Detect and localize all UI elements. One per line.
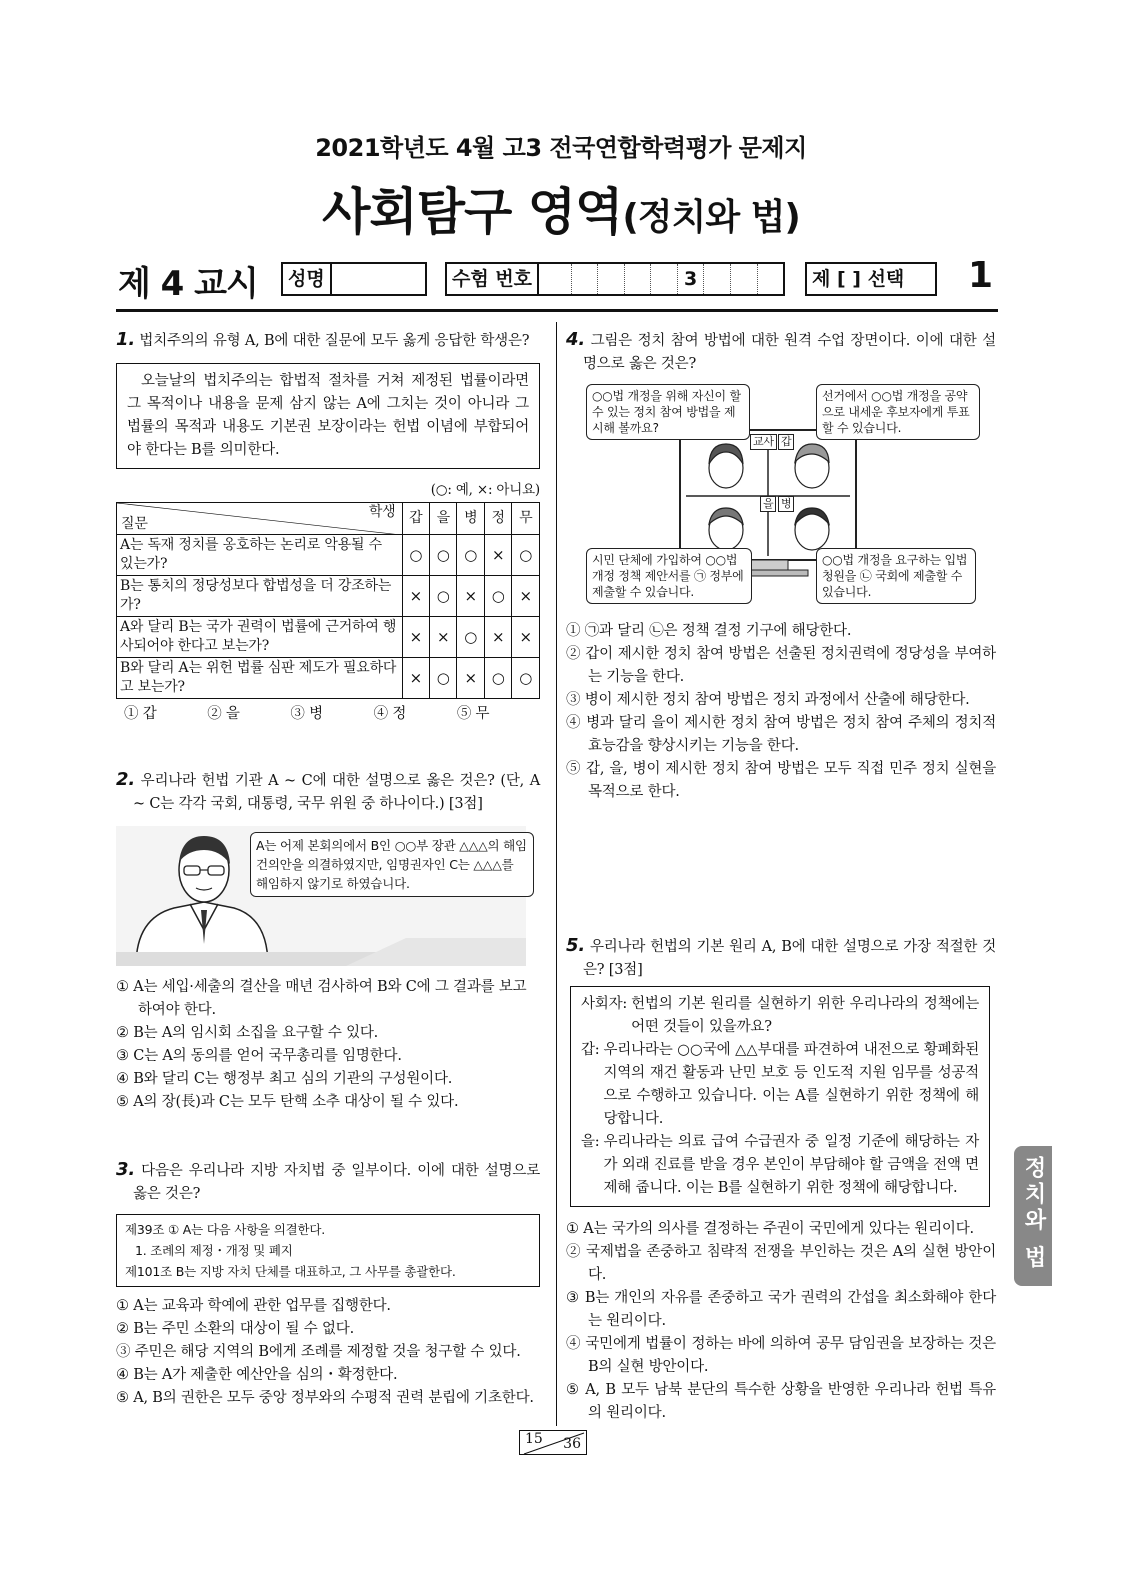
- q5-dialog-text: 우리나라는 의료 급여 수급권자 중 일정 기준에 해당하는 자가 외래 진료를 받을 경우 본인이 부담해야 할 금액을 전액 면제해 줍니다. 이는 B를 실현하기 위한 정책에 해당합니다.: [603, 1134, 979, 1196]
- q1-mark: ×: [457, 658, 484, 699]
- q1-mark: ×: [457, 576, 484, 617]
- exam-number-label: 수험 번호: [447, 264, 539, 294]
- q1-mark: ○: [484, 576, 511, 617]
- left-column: [116, 328, 540, 1410]
- right-column: [566, 328, 996, 1421]
- q1-passage: [116, 363, 540, 469]
- q4-bubble-teacher: ○○법 개정을 위해 자신이 할 수 있는 정치 참여 방법을 제시해 볼까요?: [586, 384, 750, 440]
- q2-options: [116, 976, 540, 1114]
- q1-mark: ×: [402, 576, 429, 617]
- q1-corner-top: 학생: [368, 504, 396, 520]
- table-row: [117, 576, 540, 617]
- q1-number: 1.: [116, 329, 135, 350]
- q1-options: [116, 703, 540, 726]
- subject-sub: (정치와 법): [622, 197, 800, 238]
- q5-speaker: 갑:: [581, 1042, 600, 1058]
- q4-stem: [566, 328, 996, 376]
- q1-question-cell: B는 통치의 정당성보다 합법성을 더 강조하는가?: [117, 576, 403, 617]
- q2-option[interactable]: ① A는 세입·세출의 결산을 매년 검사하여 B와 C에 그 결과를 보고하여야 한다.: [116, 979, 527, 1018]
- q2-option[interactable]: ③ C는 A의 동의를 얻어 국무총리를 임명한다.: [116, 1048, 402, 1064]
- q4-number: 4.: [566, 329, 585, 350]
- q5-dialog-text: 우리나라는 ○○국에 △△부대를 파견하여 내전으로 황폐화된 지역의 재건 활동과 난민 보호 등 인도적 지원 임무를 성공적으로 수행하고 있습니다. 이는 A를 실현하기 위한 정책에 해당합니다.: [603, 1042, 979, 1127]
- q5-speaker: 사회자:: [581, 996, 628, 1012]
- q3-option[interactable]: ③ 주민은 해당 지역의 B에게 조례를 제정할 것을 청구할 수 있다.: [116, 1344, 521, 1360]
- side-tab-label: 정치와 법: [1021, 1156, 1046, 1272]
- subject-side-tab: [1014, 1146, 1052, 1286]
- choice-box[interactable]: [805, 262, 937, 296]
- q1-option[interactable]: ③ 병: [290, 706, 323, 722]
- q5-speaker: 을:: [581, 1134, 600, 1150]
- q1-legend: (○: 예, ×: 아니요): [430, 482, 540, 498]
- q2-number: 2.: [116, 769, 135, 790]
- header-rule: [116, 309, 998, 312]
- q1-mark: ○: [484, 658, 511, 699]
- q5-option[interactable]: ② 국제법을 존중하고 침략적 전쟁을 부인하는 것은 A의 실현 방안이다.: [566, 1244, 996, 1283]
- q1-mark: ×: [484, 617, 511, 658]
- table-row: [117, 535, 540, 576]
- q3-stem: [116, 1158, 540, 1206]
- choice-label: 제 [ ] 선택: [812, 268, 905, 290]
- q5-stem: [566, 934, 996, 982]
- q5-option[interactable]: ④ 국민에게 법률이 정하는 바에 의하여 공무 담임권을 보장하는 것은 B의 실현 방안이다.: [566, 1336, 996, 1375]
- name-label: 성명: [283, 264, 332, 294]
- q1-table: [116, 502, 540, 699]
- subject-main: 사회탐구 영역: [322, 183, 623, 241]
- page-number: [519, 1430, 587, 1455]
- q1-question-cell: A와 달리 B는 국가 권력이 법률에 근거하여 행사되어야 한다고 보는가?: [117, 617, 403, 658]
- q4-option[interactable]: ④ 병과 달리 을이 제시한 정치 참여 방법은 정치 참여 주체의 정치적 효능감을 향상시키는 기능을 한다.: [566, 715, 996, 754]
- q1-mark: ×: [512, 576, 540, 617]
- exam-number-box[interactable]: [445, 262, 785, 296]
- page-total: 36: [563, 1436, 581, 1452]
- q5-dialog-text: 헌법의 기본 원리를 실현하기 위한 우리나라의 정책에는 어떤 것들이 있을까요?: [631, 996, 979, 1035]
- q2-option[interactable]: ④ B와 달리 C는 행정부 최고 심의 기관의 구성원이다.: [116, 1071, 453, 1087]
- number-cell[interactable]: [545, 264, 572, 294]
- q4-figure: [566, 382, 996, 612]
- q1-mark: ○: [457, 617, 484, 658]
- q1-question-cell: B와 달리 A는 위헌 법률 심판 제도가 필요하다고 보는가?: [117, 658, 403, 699]
- q3-law-line: 1. 조례의 제정・개정 및 폐지: [135, 1243, 293, 1258]
- q3-options: [116, 1295, 540, 1410]
- q4-options: [566, 620, 996, 804]
- q4-option[interactable]: ③ 병이 제시한 정치 참여 방법은 정치 과정에서 산출에 해당한다.: [566, 692, 970, 708]
- q1-option[interactable]: ④ 정: [373, 706, 407, 722]
- page-current: 15: [525, 1431, 543, 1447]
- number-cell[interactable]: [572, 264, 599, 294]
- q1-passage-text: 오늘날의 법치주의는 합법적 절차를 거쳐 제정된 법률이라면 그 목적이나 내용을 문제 삼지 않는 A에 그치는 것이 아니라 그 법률의 목적과 내용도 기본권 보장이라는 헌법 이념에 부합되어야 한다는 B를 의미한다.: [127, 373, 529, 458]
- q3-number: 3.: [116, 1159, 135, 1180]
- q2-option[interactable]: ② B는 A의 임시회 소집을 요구할 수 있다.: [116, 1025, 379, 1041]
- q1-corner-bottom: 질문: [121, 516, 148, 532]
- q1-mark: ○: [457, 535, 484, 576]
- column-divider: [556, 322, 557, 1426]
- q1-option[interactable]: ⑤ 무: [456, 706, 490, 722]
- q1-student-header: 병: [457, 503, 484, 535]
- q1-mark: ○: [430, 535, 457, 576]
- q1-stem: [116, 328, 540, 353]
- q4-option[interactable]: ② 갑이 제시한 정치 참여 방법은 선출된 정치권력에 정당성을 부여하는 기능을 한다.: [566, 646, 996, 685]
- q1-mark: ×: [512, 617, 540, 658]
- q4-option[interactable]: ① ㉠과 달리 ㉡은 정책 결정 기구에 해당한다.: [566, 623, 852, 639]
- q5-dialog-line: [581, 1131, 979, 1200]
- q1-student-header: 갑: [402, 503, 429, 535]
- q2-stem: [116, 768, 540, 816]
- q5-number: 5.: [566, 935, 585, 956]
- q1-stem-text: 법치주의의 유형 A, B에 대한 질문에 모두 옳게 응답한 학생은?: [139, 333, 530, 349]
- name-box[interactable]: [281, 262, 427, 296]
- q5-option[interactable]: ① A는 국가의 의사를 결정하는 주권이 국민에게 있다는 원리이다.: [566, 1221, 974, 1237]
- q5-dialog-line: [581, 1039, 979, 1131]
- q5-option[interactable]: ⑤ A, B 모두 남북 분단의 특수한 상황을 반영한 우리나라 헌법 특유의 원리이다.: [566, 1382, 996, 1421]
- tag-teacher: 교사: [750, 434, 777, 450]
- q1-mark: ○: [430, 658, 457, 699]
- q2-figure: [116, 826, 540, 966]
- table-row: [117, 617, 540, 658]
- q1-table-corner: [117, 503, 403, 535]
- q4-option[interactable]: ⑤ 갑, 을, 병이 제시한 정치 참여 방법은 모두 직접 민주 정치 실현을 목적으로 한다.: [566, 761, 996, 800]
- period-label: 제 4 교시: [118, 264, 258, 304]
- table-row: [117, 658, 540, 699]
- q3-law-box: [116, 1214, 540, 1287]
- q3-law-line: 제101조 B는 지방 자치 단체를 대표하고, 그 사무를 총괄한다.: [125, 1264, 456, 1279]
- q4-bubble-gap: 선거에서 ○○법 개정을 공약으로 내세운 후보자에게 투표할 수 있습니다.: [816, 384, 980, 440]
- page-top-number: 1: [968, 255, 994, 296]
- number-cell[interactable]: [625, 264, 652, 294]
- q2-speech-bubble: A는 어제 본회의에서 B인 ○○부 장관 △△△의 해임 건의안을 의결하였지만, 임명권자인 C는 △△△를 해임하지 않기로 하였습니다.: [250, 832, 534, 897]
- tag-gap: 갑: [778, 434, 794, 450]
- q1-mark: ×: [402, 617, 429, 658]
- subject-title: [0, 172, 1122, 244]
- exam-title: 2021학년도 4월 고3 전국연합학력평가 문제지: [315, 134, 807, 162]
- q4-stem-text: 그림은 정치 참여 방법에 대한 원격 수업 장면이다. 이에 대한 설명으로 옳은 것은?: [583, 333, 996, 372]
- number-cell[interactable]: [598, 264, 625, 294]
- q1-mark: ×: [402, 658, 429, 699]
- q3-stem-text: 다음은 우리나라 지방 자치법 중 일부이다. 이에 대한 설명으로 옳은 것은?: [133, 1163, 540, 1202]
- q3-option[interactable]: ① A는 교육과 학예에 관한 업무를 집행한다.: [116, 1298, 391, 1314]
- q4-bubble-byeong: 시민 단체에 가입하여 ○○법 개정 정책 제안서를 ㉠ 정부에 제출할 수 있습니다.: [586, 548, 752, 604]
- q1-mark: ○: [402, 535, 429, 576]
- q5-options: [566, 1218, 996, 1425]
- number-cell[interactable]: [704, 264, 731, 294]
- q1-question-cell: A는 독재 정치를 옹호하는 논리로 악용될 수 있는가?: [117, 535, 403, 576]
- q5-option[interactable]: ③ B는 개인의 자유를 존중하고 국가 권력의 간섭을 최소화해야 한다는 원리이다.: [566, 1290, 996, 1329]
- q1-option[interactable]: ① 갑: [124, 706, 157, 722]
- q1-mark: ○: [512, 535, 540, 576]
- q5-dialog-box: [570, 986, 990, 1207]
- q2-option[interactable]: ⑤ A의 장(長)과 C는 모두 탄핵 소추 대상이 될 수 있다.: [116, 1094, 459, 1110]
- q5-dialog-line: [581, 993, 979, 1039]
- q3-option[interactable]: ② B는 주민 소환의 대상이 될 수 없다.: [116, 1321, 355, 1337]
- q4-bubble-eul: ○○법 개정을 요구하는 입법 청원을 ㉡ 국회에 제출할 수 있습니다.: [816, 548, 976, 604]
- q5-stem-text: 우리나라 헌법의 기본 원리 A, B에 대한 설명으로 가장 적절한 것은? [3점]: [583, 939, 996, 978]
- q1-student-header: 을: [430, 503, 457, 535]
- q1-mark: ○: [512, 658, 540, 699]
- q3-option[interactable]: ⑤ A, B의 권한은 모두 중앙 정부와의 수평적 권력 분립에 기초한다.: [116, 1390, 534, 1406]
- q1-option[interactable]: ② 을: [207, 706, 240, 722]
- number-cell[interactable]: [731, 264, 758, 294]
- q1-mark: ×: [430, 617, 457, 658]
- number-cell[interactable]: [651, 264, 678, 294]
- tag-byeong: 병: [778, 496, 794, 512]
- q3-option[interactable]: ④ B는 A가 제출한 예산안을 심의・확정한다.: [116, 1367, 398, 1383]
- number-cell[interactable]: [758, 264, 784, 294]
- number-cell[interactable]: 3: [678, 264, 705, 294]
- q3-law-line: 제39조 ① A는 다음 사항을 의결한다.: [125, 1222, 326, 1237]
- q1-mark: ×: [484, 535, 511, 576]
- q1-student-header: 무: [512, 503, 540, 535]
- q1-mark: ○: [430, 576, 457, 617]
- q1-student-header: 정: [484, 503, 511, 535]
- q2-stem-text: 우리나라 헌법 기관 A ~ C에 대한 설명으로 옳은 것은? (단, A ~ C는 각각 국회, 대통령, 국무 위원 중 하나이다.) [3점]: [133, 773, 540, 812]
- tag-eul: 을: [760, 496, 776, 512]
